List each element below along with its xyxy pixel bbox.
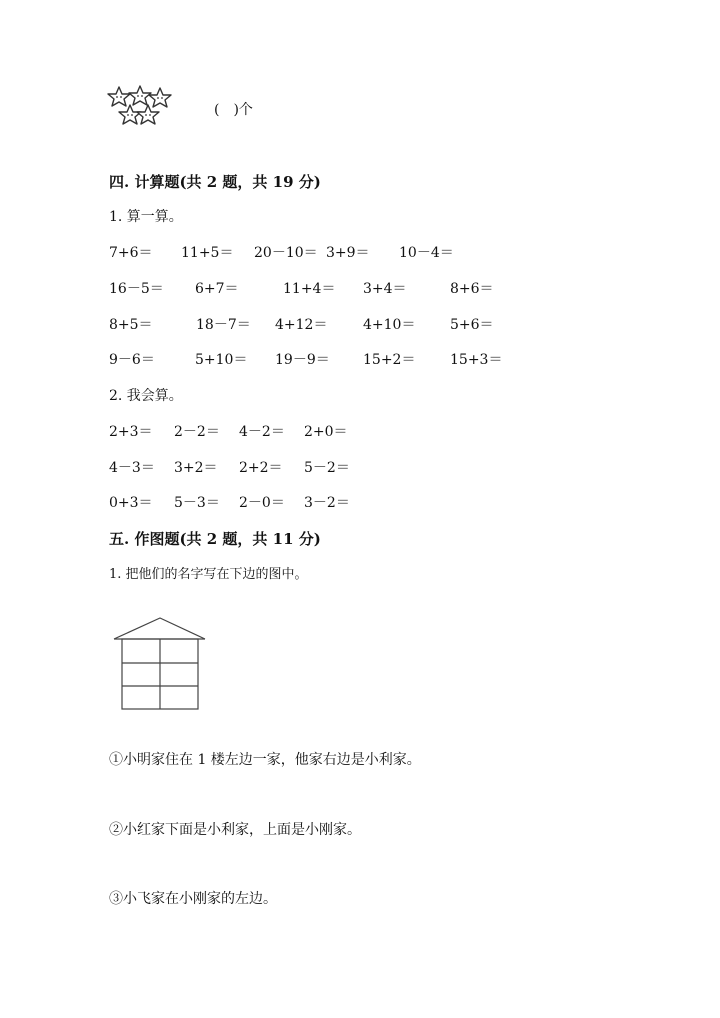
q2-expr: 3+2＝ (174, 460, 218, 476)
q1-expr: 9－6＝ (109, 352, 155, 368)
q1-title: 1. 算一算。 (109, 209, 183, 225)
q1-expr: 15+2＝ (363, 352, 416, 368)
q1-expr: 5+6＝ (450, 317, 494, 333)
section4-heading: 四. 计算题(共 2 题，共 19 分) (109, 173, 321, 191)
q2-expr: 2+3＝ (109, 424, 153, 440)
q1-expr: 3+9＝ (326, 245, 370, 261)
stars-icon (104, 83, 174, 129)
q1-expr: 5+10＝ (195, 352, 248, 368)
q2-expr: 5－3＝ (174, 495, 220, 511)
q1-expr: 11+4＝ (283, 281, 336, 297)
q1-expr: 6+7＝ (195, 281, 239, 297)
statement-1: ①小明家住在 1 楼左边一家，他家右边是小利家。 (109, 752, 421, 768)
q2-expr: 2+2＝ (239, 460, 283, 476)
q1-expr: 18－7＝ (196, 317, 251, 333)
q1-expr: 19－9＝ (275, 352, 330, 368)
q2-expr: 4－2＝ (239, 424, 285, 440)
house-grid-icon (112, 615, 207, 710)
q2-expr: 2－2＝ (174, 424, 220, 440)
q2-expr: 0+3＝ (109, 495, 153, 511)
q1-expr: 4+10＝ (363, 317, 416, 333)
q1-expr: 10－4＝ (399, 245, 454, 261)
statement-3: ③小飞家在小刚家的左边。 (109, 891, 277, 907)
q2-expr: 2+0＝ (304, 424, 348, 440)
q1-expr: 11+5＝ (181, 245, 234, 261)
q2-title: 2. 我会算。 (109, 388, 183, 404)
q1-expr: 8+5＝ (109, 317, 153, 333)
q1-expr: 7+6＝ (109, 245, 153, 261)
q1-expr: 8+6＝ (450, 281, 494, 297)
q2-expr: 5－2＝ (304, 460, 350, 476)
q1-expr: 15+3＝ (450, 352, 503, 368)
statement-2: ②小红家下面是小利家，上面是小刚家。 (109, 822, 361, 838)
drawing-question-title: 1. 把他们的名字写在下边的图中。 (109, 567, 308, 582)
q1-expr: 16－5＝ (109, 281, 164, 297)
q2-expr: 4－3＝ (109, 460, 155, 476)
q1-expr: 3+4＝ (363, 281, 407, 297)
q2-expr: 2－0＝ (239, 495, 285, 511)
q2-expr: 3－2＝ (304, 495, 350, 511)
q1-expr: 4+12＝ (275, 317, 328, 333)
section5-heading: 五. 作图题(共 2 题，共 11 分) (109, 530, 321, 548)
q1-expr: 20－10＝ (254, 245, 318, 261)
count-answer-prompt: ( )个 (214, 102, 253, 118)
